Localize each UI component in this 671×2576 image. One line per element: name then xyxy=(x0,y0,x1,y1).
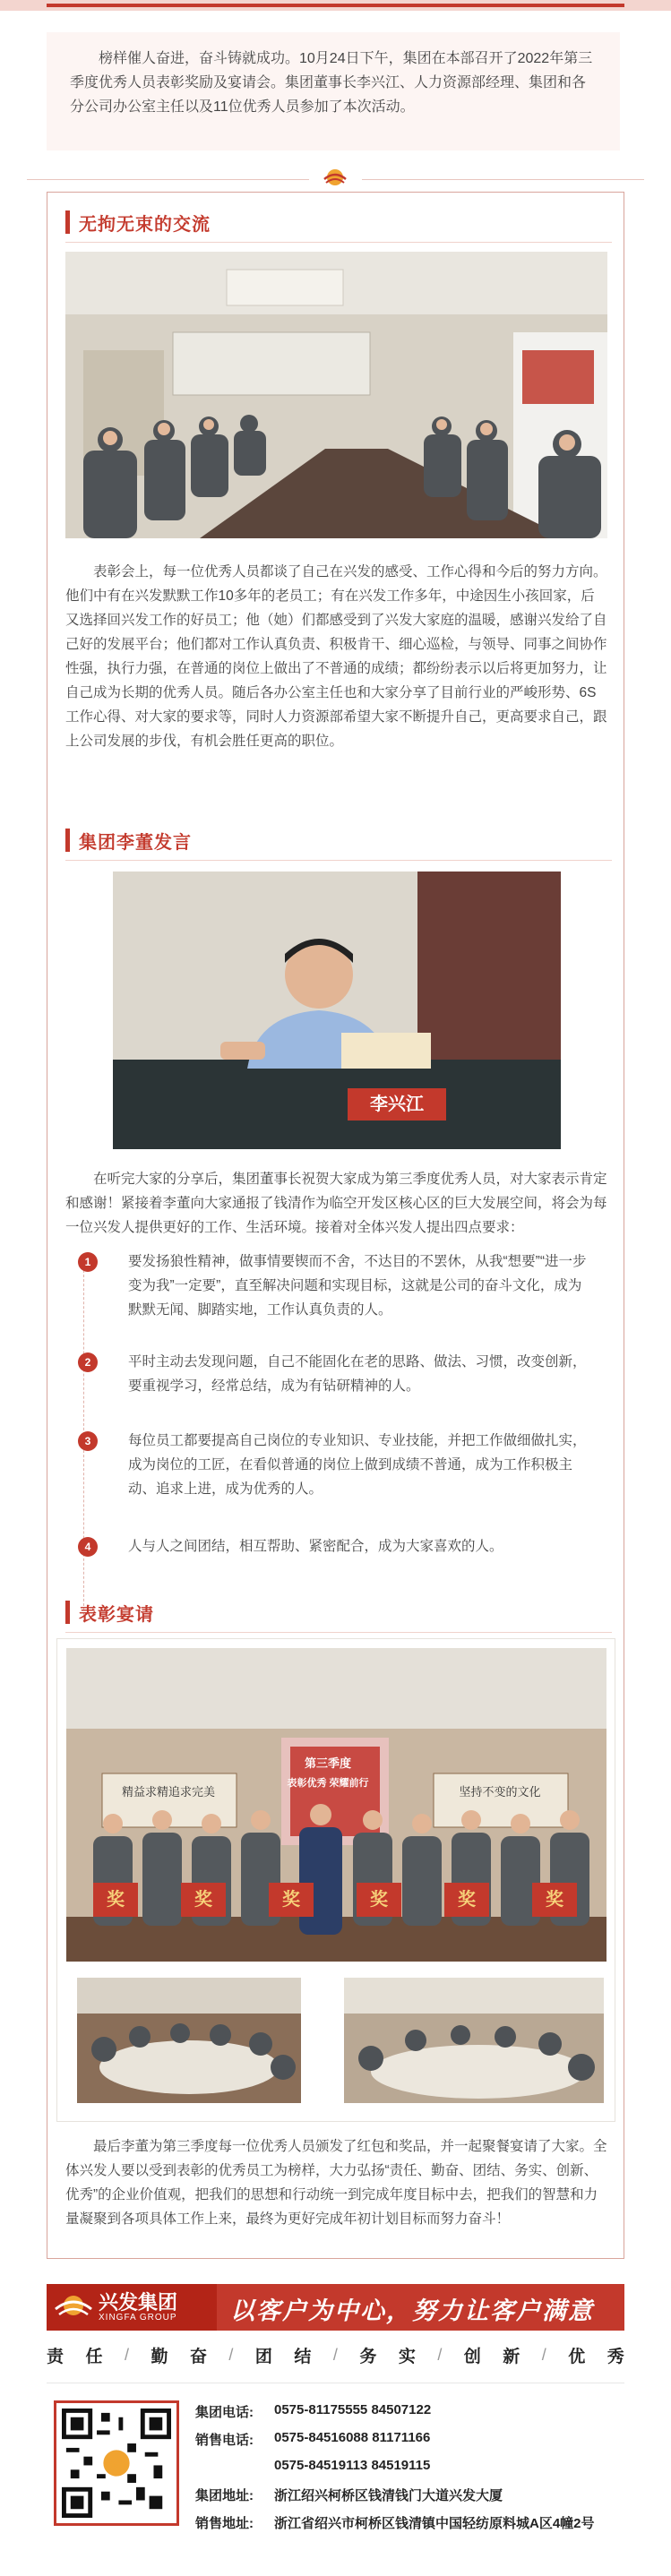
meeting-photo xyxy=(65,252,607,538)
banquet-photo-right xyxy=(344,1978,604,2103)
section-divider xyxy=(0,167,671,190)
xingfa-logo-icon xyxy=(323,167,348,188)
banquet-photo-left xyxy=(77,1978,301,2103)
section-title-exchange: 无拘无束的交流 xyxy=(65,209,211,236)
award-box: 奖 xyxy=(181,1883,226,1917)
section-title-chairman-speech: 集团李董发言 xyxy=(65,827,192,854)
section3-paragraph: 最后李董为第三季度每一位优秀人员颁发了红包和奖品，并一起聚餐宴请了大家。全体兴发人要以受到表彰的优秀员工为榜样，大力弘扬“责任、勤奋、团结、务实、创新、优秀”的企业价值观，把我们的思想和行动统一到完成年度目标中去，把我们的智慧和力量凝聚到各项具体工作上来，最终为更好完成年初计划目标而努力奋斗！ xyxy=(65,2139,607,2227)
award-box: 奖 xyxy=(93,1883,138,1917)
nameplate: 李兴江 xyxy=(348,1088,446,1121)
top-decor-strip xyxy=(0,0,671,11)
contact-row: 集团电话: 0575-81175555 84507122 xyxy=(195,2402,432,2420)
award-box: 奖 xyxy=(357,1883,401,1917)
contact-row: 销售电话: 0575-84516088 81171166 xyxy=(195,2430,431,2448)
brand-banner xyxy=(47,2284,624,2331)
qr-code xyxy=(54,2400,179,2526)
contact-row: 销售地址: 浙江省绍兴市柯桥区钱清镇中国轻纺原料城A区4幢2号 xyxy=(195,2516,595,2531)
contact-row: 集团地址: 浙江绍兴柯桥区钱清钱门大道兴发大厦 xyxy=(195,2488,503,2503)
award-box: 奖 xyxy=(532,1883,577,1917)
chairman-photo xyxy=(113,872,561,1149)
xingfa-logo-icon xyxy=(54,2291,93,2322)
brand-name: 兴发集团 xyxy=(99,2291,178,2314)
contact-row: 0575-84519113 84519115 xyxy=(274,2458,431,2473)
footer xyxy=(0,2275,671,2576)
qr-code-icon xyxy=(62,2409,171,2518)
section2-paragraph: 在听完大家的分享后，集团董事长祝贺大家成为第三季度优秀人员，对大家表示肯定和感谢！紧接着李董向大家通报了钱清作为临空开发区核心区的巨大发展空间，将会为每一位兴发人提供更好的工作、生活环境。接着对全体兴发人提出四点要求： xyxy=(65,1172,607,1235)
brand-block xyxy=(47,2284,217,2331)
award-boxes xyxy=(93,1883,577,1917)
contact-info xyxy=(195,2402,625,2541)
intro-paragraph: 榜样催人奋进，奋斗铸就成功。10月24日下午，集团在本部召开了2022年第三季度优秀人员表彰奖励及宴请会。集团董事长李兴江、人力资源部经理、集团和各分公司办公室主任以及11位优秀人员参加了本次活动。 xyxy=(47,32,620,150)
screen-caption: 第三季度 表彰优秀 荣耀前行 xyxy=(287,1756,369,1789)
brand-name-en: XINGFA GROUP xyxy=(99,2313,177,2323)
slogan: 以客户为中心，努力让客户满意 xyxy=(230,2297,594,2324)
right-plaque: 坚持不变的文化 xyxy=(459,1785,541,1799)
award-box: 奖 xyxy=(269,1883,314,1917)
photo-group xyxy=(56,1638,615,2122)
award-box: 奖 xyxy=(444,1883,489,1917)
left-plaque: 精益求精追求完美 xyxy=(121,1785,215,1799)
article-card: 无拘无束的交流 表彰会上，每一位优秀人员都谈了自己在兴发的感受、工作心得和今后的努力方向。他们中有在兴发默默工作10多年的老员工；有在兴发工作多年，中途因生小孩回家，后又选择回兴发工作的好员工；他（她）们都感受到了兴发大家庭的温暖，感谢兴发给了自己好的发展平台；他们都对工作认真负责、积极肯干、细心巡检，与领导、同事之间协作性强，执行力强，在普通的岗位上做出了不普通的成绩；都纷纷表示以后将更加努力，让自己成为长期的优秀人员。随后各办公室主任也和大家分享了目前行业的严峻形势、6S工作心得、对大家的要求等，同时人力资源部希望大家不断提升自己，更高要求自己，跟上公司发展的步伐，有机会胜任更高的职位。 集团李董发言 李兴江 在听完大家的分享后，集团董事长祝贺大家成为第三季度优秀人员，对大家表示肯定和感谢！紧接着李董向大家通报了钱清作为临空开发区核心区的巨大发展空间，将会为每一位兴发人提供更好的工作、生活环境。接着对全体兴发人提出四点要求： 1 要发扬狼性精神，做事情要锲而不舍，不达目的不罢休，从我“想要”“进一步变为我”一定要”，直至解决问题和实现目标，这就是公司的奋斗文化，成为默默无闻、脚踏实地，工作认真负责的人。 2 平时主动去发现问题，自己不能固化在老的思路、做法、习惯，改变创新，要重视学习，经常总结，成为有钻研精神的人。 3 每位员工都要提高自己岗位的专业知识、专业技能，并把工作做细做扎实，成为岗位的工匠，在看似普通的岗位上做到成绩不普通，成为工作积极主动、追求上进，成为优秀的人。 4 人与人之间团结，相互帮助、紧密配合，成为大家喜欢的人。 表彰宴请 第三季度 表彰优秀 荣耀前行 精益求精追求完美 坚持不变的文化 奖 奖 奖 奖 奖 奖 最后李董为第三季度每一位优秀人员颁发了红包和奖品，并一起聚餐宴请了大家。全体兴发人要以受到表彰的优秀员工为榜样，大力弘扬“责任、勤奋、团结、务实、创新、优秀”的企业价值观，把我们的思想和行动统一到完成年度目标中去，把我们的智慧和力量凝聚到各项具体工作上来，最终为更好完成年初计划目标而努力奋斗！ xyxy=(47,192,624,2259)
section1-paragraph: 表彰会上，每一位优秀人员都谈了自己在兴发的感受、工作心得和今后的努力方向。他们中有在兴发默默工作10多年的老员工；有在兴发工作多年，中途因生小孩回家，后又选择回兴发工作的好员工；他（她）们都感受到了兴发大家庭的温暖，感谢兴发给了自己好的发展平台；他们都对工作认真负责、积极肯干、细心巡检，与领导、同事之间协作性强，执行力强，在普通的岗位上做出了不普通的成绩；都纷纷表示以后将更加努力，让自己成为长期的优秀人员。随后各办公室主任也和大家分享了目前行业的严峻形势、6S工作心得、对大家的要求等，同时人力资源部希望大家不断提升自己，更高要求自己，跟上公司发展的步伐，有机会胜任更高的职位。 xyxy=(65,564,607,749)
company-values: 责 任 / 勤 奋 / 团 结 / 务 实 / 创 新 / 优 秀 xyxy=(47,2346,624,2366)
section-title-banquet: 表彰宴请 xyxy=(65,1599,154,1626)
